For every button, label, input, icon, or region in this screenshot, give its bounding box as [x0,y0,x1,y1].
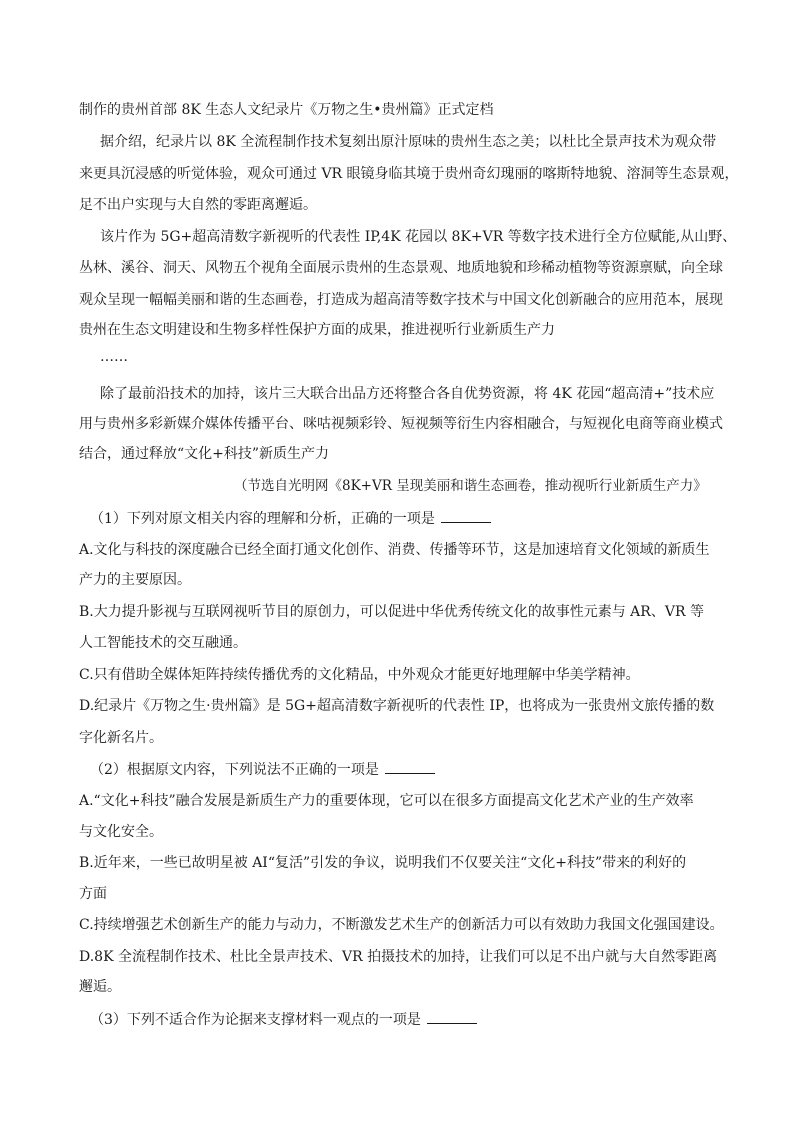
paragraph-2-line-3: 观众呈现一幅幅美丽和谐的生态画卷，打造成为超高清等数字技术与中国文化创新融合的应用范本，展现 [79,292,723,308]
question-3-stem-text: （3）下列不适合作为论据来支撑材料一观点的一项是 [90,1012,421,1028]
q2-option-a-line-2: 与文化安全。 [79,824,163,840]
paragraph-2-line-4: 贵州在生态文明建设和生物多样性保护方面的成果，推进视听行业新质生产力 [79,322,555,338]
question-2-stem-text: （2）根据原文内容，下列说法不正确的一项是 [90,762,379,778]
q1-option-d-line-1: D.纪录片《万物之生·贵州篇》是 5G+超高清数字新视听的代表性 IP，也将成为一张贵州文旅传播的数 [79,698,715,714]
q1-option-a-line-2: 产力的主要原因。 [79,572,191,588]
question-1-stem-text: （1）下列对原文相关内容的理解和分析，正确的一项是 [90,511,435,527]
ellipsis: …… [100,349,128,365]
paragraph-2-line-2: 丛林、溪谷、洞天、风物五个视角全面展示贵州的生态景观、地质地貌和珍稀动植物等资源禀赋，向全球 [79,260,723,276]
q1-option-d-line-2: 字化新名片。 [79,730,163,746]
q1-option-c: C.只有借助全媒体矩阵持续传播优秀的文化精品，中外观众才能更好地理解中华美学精神。 [79,667,640,683]
article-title: 制作的贵州首部 8K 生态人文纪录片《万物之生•贵州篇》正式定档 [79,102,494,118]
paragraph-1-line-1: 据介绍，纪录片以 8K 全流程制作技术复刻出原汁原味的贵州生态之美；以杜比全景声技术为观众带 [100,134,717,150]
paragraph-3-line-3: 结合，通过释放“文化+科技”新质生产力 [79,446,330,462]
q2-option-d-line-1: D.8K 全流程制作技术、杜比全景声技术、VR 拍摄技术的加持，让我们可以足不出户就与大自然零距离 [79,949,718,965]
q2-option-a-line-1: A.“文化+科技”融合发展是新质生产力的重要体现，它可以在很多方面提高文化艺术产业的生产效率 [79,793,694,809]
answer-blank [385,759,435,774]
q2-option-d-line-2: 邂逅。 [79,979,121,995]
answer-blank [427,1009,477,1024]
q2-option-b-line-2: 方面 [79,886,107,902]
q1-option-b-line-1: B.大力提升影视与互联网视听节目的原创力，可以促进中华优秀传统文化的故事性元素与 AR、VR 等 [79,604,704,620]
q1-option-a-line-1: A.文化与科技的深度融合已经全面打通文化创作、消费、传播等环节，这是加速培育文化领域的新质生 [79,542,710,558]
q1-option-b-line-2: 人工智能技术的交互融通。 [79,635,247,651]
q2-option-b-line-1: B.近年来，一些已故明星被 AI“复活”引发的争议，说明我们不仅要关注“文化+科技”带来的利好的 [79,855,687,871]
paragraph-3-line-2: 用与贵州多彩新媒介媒体传播平台、咪咕视频彩铃、短视频等衍生内容相融合，与短视化电商等商业模式 [79,416,723,432]
paragraph-1-line-3: 足不出户实现与大自然的零距离邂逅。 [79,197,317,213]
question-2-stem [90,759,730,780]
paragraph-1-line-2: 来更具沉浸感的听觉体验，观众可通过 VR 眼镜身临其境于贵州奇幻瑰丽的喀斯特地貌、溶洞等生态景观， [79,166,739,182]
question-3-stem [90,1009,730,1030]
paragraph-2-line-1: 该片作为 5G+超高清数字新视听的代表性 IP,4K 花园以 8K+VR 等数字技术进行全方位赋能,从山野、 [100,229,737,245]
question-1-stem [90,508,730,529]
q2-option-c: C.持续增强艺术创新生产的能力与动力，不断激发艺术生产的创新活力可以有效助力我国文化强国建设。 [79,917,724,933]
source-citation: （节选自光明网《8K+VR 呈现美丽和谐生态画卷，推动视听行业新质生产力》 [234,478,707,494]
answer-blank [441,508,491,523]
paragraph-3-line-1: 除了最前沿技术的加持，该片三大联合出品方还将整合各自优势资源，将 4K 花园“超高清+”技术应 [100,386,715,402]
